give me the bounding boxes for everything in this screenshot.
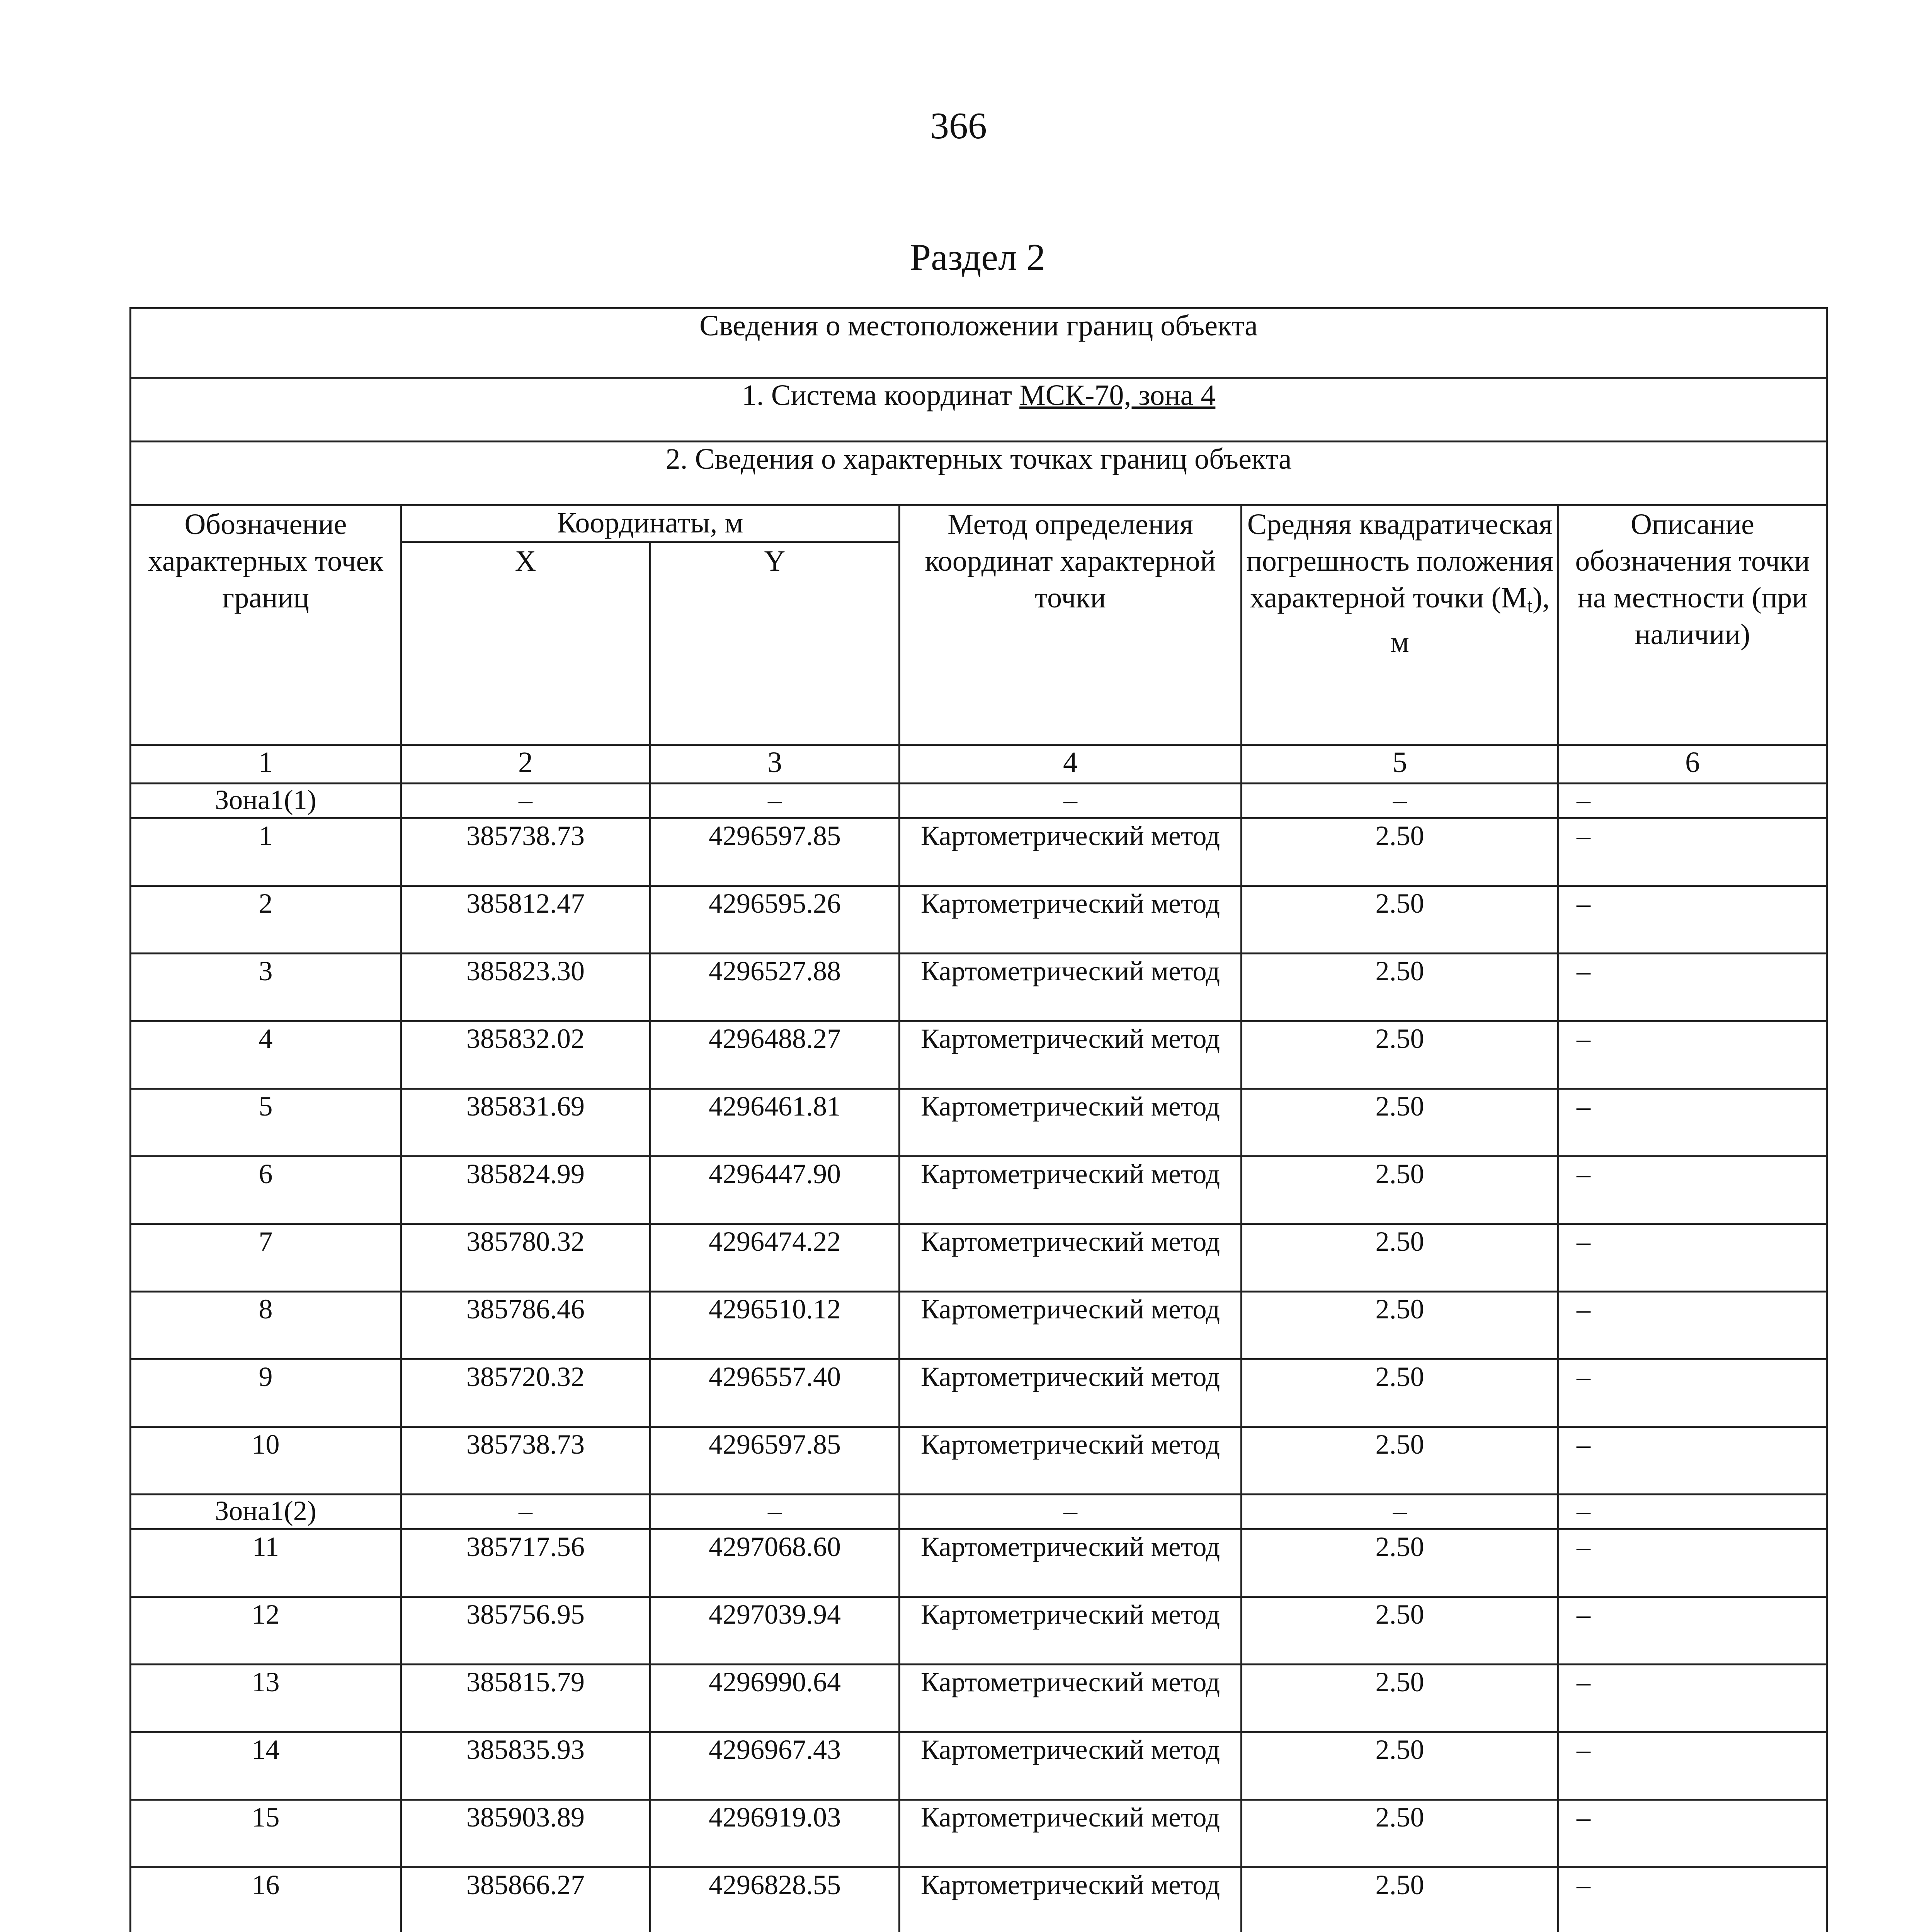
- zone-dash: –: [1242, 784, 1558, 818]
- table-row: [131, 954, 1827, 1021]
- point-number: 16: [131, 1867, 401, 1932]
- coord-system-label: 1. Система координат: [742, 379, 1020, 412]
- point-y: 4296990.64: [650, 1665, 900, 1732]
- table-row: [131, 1867, 1827, 1932]
- point-method: Картометрический метод: [900, 886, 1242, 954]
- column-number: 4: [900, 745, 1242, 784]
- coord-system-value: МСК-70, зона 4: [1019, 379, 1216, 412]
- point-y: 4296597.85: [650, 1427, 900, 1495]
- point-x: 385824.99: [401, 1156, 650, 1224]
- point-method: Картометрический метод: [900, 1089, 1242, 1156]
- table-row: [131, 1800, 1827, 1867]
- point-method: Картометрический метод: [900, 1292, 1242, 1359]
- zone-dash: –: [900, 1495, 1242, 1529]
- point-description: –: [1558, 818, 1827, 886]
- table-row: [131, 1089, 1827, 1156]
- zone-dash: –: [650, 1495, 900, 1529]
- table-row: [131, 1021, 1827, 1089]
- point-description: –: [1558, 1597, 1827, 1665]
- point-x: 385832.02: [401, 1021, 650, 1089]
- header-method: Метод определения координат характерной точки: [900, 505, 1242, 745]
- zone-dash: –: [1242, 1495, 1558, 1529]
- point-number: 12: [131, 1597, 401, 1665]
- point-method: Картометрический метод: [900, 1800, 1242, 1867]
- point-y: 4296510.12: [650, 1292, 900, 1359]
- point-x: 385831.69: [401, 1089, 650, 1156]
- zone-dash: –: [1558, 784, 1827, 818]
- points-title: 2. Сведения о характерных точках границ объекта: [131, 442, 1827, 505]
- point-description: –: [1558, 1292, 1827, 1359]
- point-error: 2.50: [1242, 1224, 1558, 1292]
- point-y: 4296461.81: [650, 1089, 900, 1156]
- point-x: 385738.73: [401, 818, 650, 886]
- point-x: 385720.32: [401, 1359, 650, 1427]
- point-x: 385756.95: [401, 1597, 650, 1665]
- point-number: 3: [131, 954, 401, 1021]
- point-error: 2.50: [1242, 1867, 1558, 1932]
- point-x: 385780.32: [401, 1224, 650, 1292]
- point-method: Картометрический метод: [900, 1732, 1242, 1800]
- point-y: 4297039.94: [650, 1597, 900, 1665]
- header-row-1: [131, 505, 1827, 542]
- point-description: –: [1558, 1800, 1827, 1867]
- point-y: 4296967.43: [650, 1732, 900, 1800]
- point-x: 385835.93: [401, 1732, 650, 1800]
- point-error: 2.50: [1242, 1529, 1558, 1597]
- point-number: 4: [131, 1021, 401, 1089]
- point-error: 2.50: [1242, 954, 1558, 1021]
- points-title-row: [131, 442, 1827, 505]
- point-error: 2.50: [1242, 886, 1558, 954]
- zone-dash: –: [650, 784, 900, 818]
- point-method: Картометрический метод: [900, 954, 1242, 1021]
- header-error-unit: ), м: [1390, 582, 1550, 658]
- point-error: 2.50: [1242, 1021, 1558, 1089]
- column-number: 2: [401, 745, 650, 784]
- table-row: [131, 1359, 1827, 1427]
- zone-row: [131, 784, 1827, 818]
- column-number: 1: [131, 745, 401, 784]
- point-error: 2.50: [1242, 1359, 1558, 1427]
- table-title-row: [131, 308, 1827, 378]
- point-number: 14: [131, 1732, 401, 1800]
- point-x: 385815.79: [401, 1665, 650, 1732]
- point-method: Картометрический метод: [900, 1867, 1242, 1932]
- header-designation: Обозначение характерных точек границ: [131, 505, 401, 745]
- point-error: 2.50: [1242, 1800, 1558, 1867]
- point-y: 4296919.03: [650, 1800, 900, 1867]
- point-method: Картометрический метод: [900, 1224, 1242, 1292]
- header-error: [1242, 505, 1558, 745]
- header-y: Y: [650, 542, 900, 745]
- point-number: 7: [131, 1224, 401, 1292]
- point-method: Картометрический метод: [900, 1665, 1242, 1732]
- point-y: 4297068.60: [650, 1529, 900, 1597]
- column-number: 6: [1558, 745, 1827, 784]
- point-y: 4296447.90: [650, 1156, 900, 1224]
- point-x: 385738.73: [401, 1427, 650, 1495]
- zone-name: Зона1(2): [131, 1495, 401, 1529]
- page-number: 366: [930, 105, 987, 147]
- point-error: 2.50: [1242, 1732, 1558, 1800]
- table-row: [131, 1529, 1827, 1597]
- table-row: [131, 1292, 1827, 1359]
- point-x: 385812.47: [401, 886, 650, 954]
- point-error: 2.50: [1242, 1156, 1558, 1224]
- point-number: 5: [131, 1089, 401, 1156]
- table-row: [131, 886, 1827, 954]
- zone-dash: –: [900, 784, 1242, 818]
- header-description: Описание обозначения точки на местности (при наличии): [1558, 505, 1827, 745]
- table-row: [131, 1224, 1827, 1292]
- point-number: 1: [131, 818, 401, 886]
- column-numbers-row: [131, 745, 1827, 784]
- point-y: 4296474.22: [650, 1224, 900, 1292]
- column-number: 3: [650, 745, 900, 784]
- point-y: 4296557.40: [650, 1359, 900, 1427]
- point-method: Картометрический метод: [900, 1359, 1242, 1427]
- point-method: Картометрический метод: [900, 1156, 1242, 1224]
- point-method: Картометрический метод: [900, 1427, 1242, 1495]
- point-number: 10: [131, 1427, 401, 1495]
- header-x: X: [401, 542, 650, 745]
- point-description: –: [1558, 1224, 1827, 1292]
- point-number: 8: [131, 1292, 401, 1359]
- point-method: Картометрический метод: [900, 1021, 1242, 1089]
- section-title: Раздел 2: [910, 236, 1046, 278]
- coord-system: [131, 378, 1827, 442]
- point-y: 4296488.27: [650, 1021, 900, 1089]
- point-error: 2.50: [1242, 1427, 1558, 1495]
- point-x: 385866.27: [401, 1867, 650, 1932]
- point-description: –: [1558, 1732, 1827, 1800]
- point-description: –: [1558, 1529, 1827, 1597]
- boundary-points-table: [129, 307, 1828, 1932]
- table-body: [131, 308, 1827, 1932]
- point-description: –: [1558, 1427, 1827, 1495]
- point-description: –: [1558, 1021, 1827, 1089]
- point-error: 2.50: [1242, 1292, 1558, 1359]
- zone-dash: –: [1558, 1495, 1827, 1529]
- point-number: 9: [131, 1359, 401, 1427]
- header-coordinates: Координаты, м: [401, 505, 900, 542]
- zone-row: [131, 1495, 1827, 1529]
- point-description: –: [1558, 1359, 1827, 1427]
- table-row: [131, 1427, 1827, 1495]
- table-row: [131, 818, 1827, 886]
- table-title: Сведения о местоположении границ объекта: [131, 308, 1827, 378]
- header-error-subscript: t: [1527, 595, 1533, 616]
- point-error: 2.50: [1242, 1597, 1558, 1665]
- zone-dash: –: [401, 1495, 650, 1529]
- point-description: –: [1558, 954, 1827, 1021]
- point-x: 385823.30: [401, 954, 650, 1021]
- point-number: 15: [131, 1800, 401, 1867]
- point-description: –: [1558, 1665, 1827, 1732]
- point-error: 2.50: [1242, 1665, 1558, 1732]
- point-method: Картометрический метод: [900, 1597, 1242, 1665]
- table-row: [131, 1597, 1827, 1665]
- point-description: –: [1558, 886, 1827, 954]
- point-y: 4296828.55: [650, 1867, 900, 1932]
- zone-dash: –: [401, 784, 650, 818]
- point-y: 4296527.88: [650, 954, 900, 1021]
- point-description: –: [1558, 1867, 1827, 1932]
- point-x: 385903.89: [401, 1800, 650, 1867]
- point-number: 11: [131, 1529, 401, 1597]
- point-y: 4296595.26: [650, 886, 900, 954]
- point-y: 4296597.85: [650, 818, 900, 886]
- point-number: 13: [131, 1665, 401, 1732]
- point-number: 2: [131, 886, 401, 954]
- point-x: 385717.56: [401, 1529, 650, 1597]
- zone-name: Зона1(1): [131, 784, 401, 818]
- table-row: [131, 1156, 1827, 1224]
- point-error: 2.50: [1242, 1089, 1558, 1156]
- column-number: 5: [1242, 745, 1558, 784]
- table-row: [131, 1665, 1827, 1732]
- table-row: [131, 1732, 1827, 1800]
- point-method: Картометрический метод: [900, 818, 1242, 886]
- point-number: 6: [131, 1156, 401, 1224]
- point-description: –: [1558, 1156, 1827, 1224]
- coord-system-row: [131, 378, 1827, 442]
- point-description: –: [1558, 1089, 1827, 1156]
- point-x: 385786.46: [401, 1292, 650, 1359]
- point-error: 2.50: [1242, 818, 1558, 886]
- header-error-text: Средняя квадратическая погрешность положения характерной точки (M: [1246, 508, 1553, 614]
- point-method: Картометрический метод: [900, 1529, 1242, 1597]
